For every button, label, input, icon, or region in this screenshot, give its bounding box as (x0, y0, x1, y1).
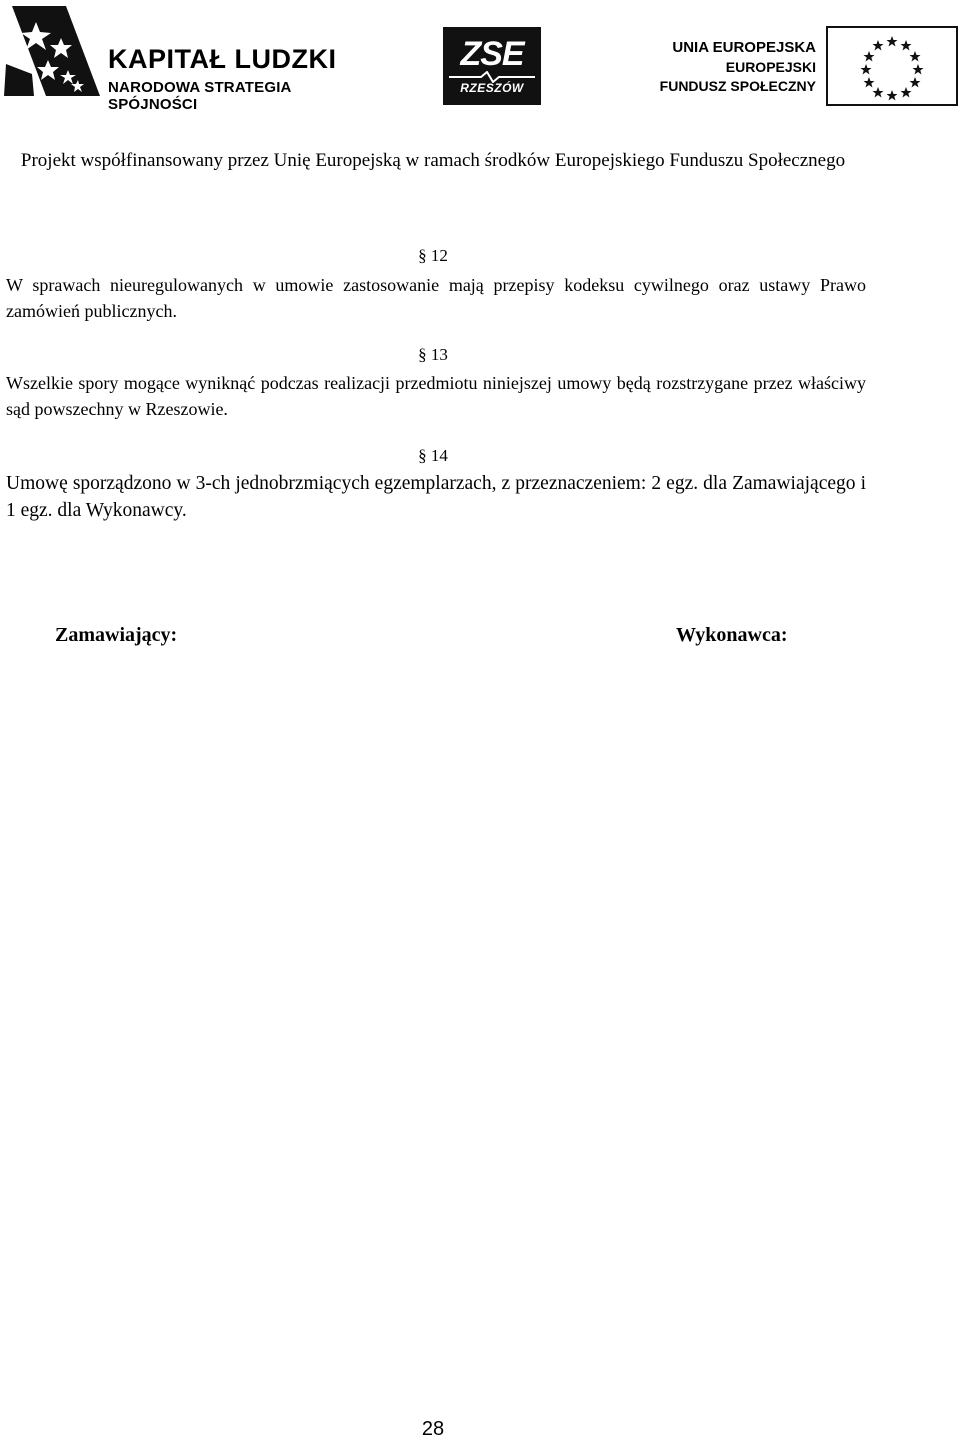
section-13-text: Wszelkie spory mogące wyniknąć podczas realizacji przedmiotu niniejszej umowy będą rozstrzygane przez właściwy sąd powszechny w Rzeszowie. (6, 373, 866, 419)
eu-flag-icon (826, 26, 958, 106)
signature-contractor-label: Wykonawca: (676, 624, 788, 646)
signature-orderer-label: Zamawiający: (55, 624, 178, 646)
zse-rzeszow-logo (443, 27, 541, 105)
section-13-heading: § 13 (418, 345, 448, 364)
project-cofinancing-note: Projekt współfinansowany przez Unię Europejską w ramach środków Europejskiego Funduszu Społecznego (20, 150, 846, 171)
eu-social-fund-label: FUNDUSZ SPOŁECZNY (659, 78, 816, 94)
kapital-ludzki-title: KAPITAŁ LUDZKI (108, 44, 337, 74)
page-number: 28 (421, 1418, 445, 1440)
kapital-ludzki-subtitle: NARODOWA STRATEGIA SPÓJNOŚCI (108, 79, 292, 113)
section-14-text: Umowę sporządzono w 3-ch jednobrzmiących egzemplarzach, z przeznaczeniem: 2 egz. dla Zamawiającego i 1 egz. dla Wykonawcy. (6, 473, 866, 521)
eu-union-label: UNIA EUROPEJSKA (672, 39, 816, 56)
section-12-heading: § 12 (418, 246, 448, 265)
zse-logo-text: ZSE (460, 35, 524, 73)
kapital-ludzki-emblem-icon (4, 4, 104, 96)
zse-city-label: RZESZÓW (460, 81, 524, 95)
eu-fund-text (636, 38, 816, 96)
eu-european-label: EUROPEJSKI (725, 59, 816, 75)
section-12-text: W sprawach nieuregulowanych w umowie zastosowanie mają przepisy kodeksu cywilnego oraz ustawy Prawo zamówień publicznych. (6, 275, 866, 321)
section-14-heading: § 14 (418, 446, 448, 465)
kapital-ludzki-logo (4, 4, 364, 113)
